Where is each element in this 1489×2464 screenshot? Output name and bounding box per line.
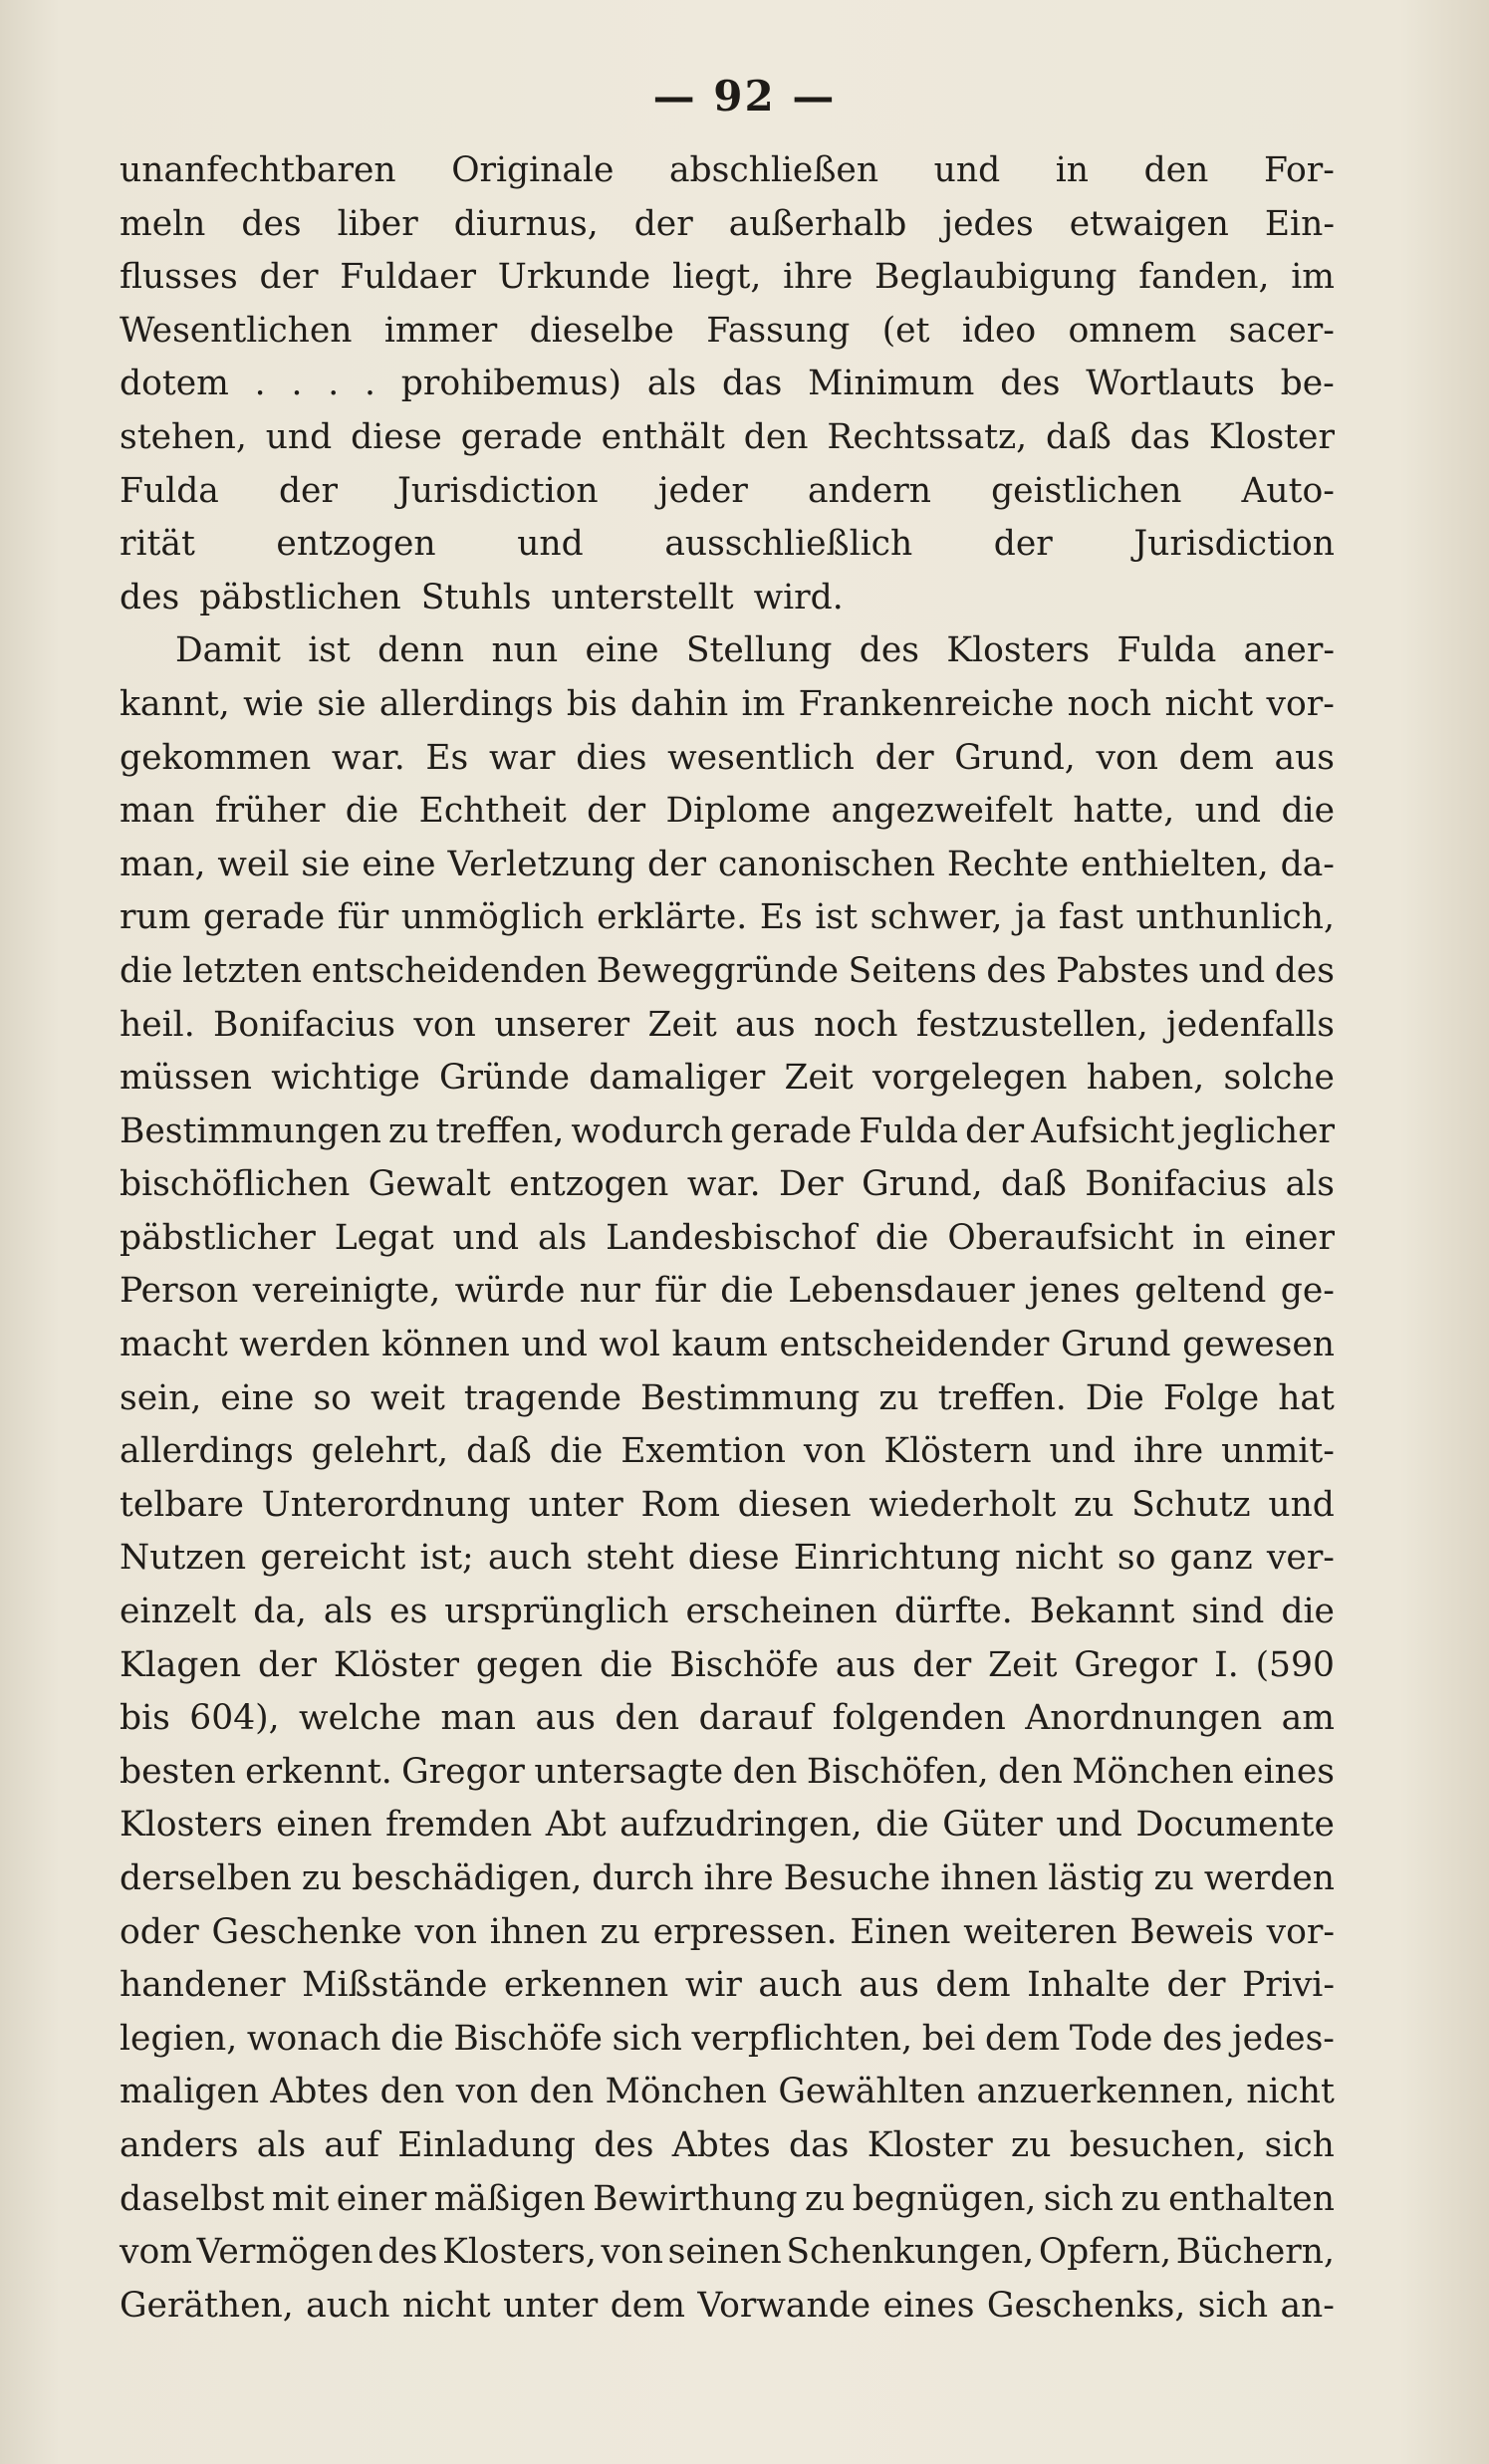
text-line: bis 604), welche man aus den darauf folgenden Anordnungen am [120, 1698, 1335, 1739]
text-line: bischöflichen Gewalt entzogen war. Der Grund, daß Bonifacius als [120, 1164, 1335, 1205]
text-line: sein, eine so weit tragende Bestimmung zu treffen. Die Folge hat [120, 1377, 1335, 1418]
text-line: man, weil sie eine Verletzung der canonischen Rechte enthielten, da- [120, 844, 1335, 884]
text-line: anders als auf Einladung des Abtes das Kloster zu besuchen, sich [120, 2124, 1335, 2165]
text-line: dotem . . . . prohibemus) als das Minimum des Wortlauts be- [120, 364, 1335, 404]
text-line: macht werden können und wol kaum entscheidender Grund gewesen [120, 1325, 1335, 1365]
text-line: Damit ist denn nun eine Stellung des Klosters Fulda aner- [175, 630, 1335, 671]
text-line: meln des liber diurnus, der außerhalb jedes etwaigen Ein- [120, 203, 1335, 244]
text-line: Person vereinigte, würde nur für die Lebensdauer jenes geltend ge- [120, 1271, 1335, 1312]
text-line: stehen, und diese gerade enthält den Rechtssatz, daß das Kloster [120, 416, 1335, 457]
text-line: päbstlicher Legat und als Landesbischof die Oberaufsicht in einer [120, 1217, 1335, 1258]
text-line: Bestimmungen zu treffen, wodurch gerade Fulda der Aufsicht jeglicher [120, 1110, 1335, 1151]
text-line: kannt, wie sie allerdings bis dahin im Frankenreiche noch nicht vor- [120, 683, 1335, 724]
text-line: müssen wichtige Gründe damaliger Zeit vorgelegen haben, solche [120, 1058, 1335, 1099]
text-line: gekommen war. Es war dies wesentlich der Grund, von dem aus [120, 737, 1335, 778]
text-line: Fulda der Jurisdiction jeder andern geistlichen Auto- [120, 470, 1335, 511]
text-line: telbare Unterordnung unter Rom diesen wiederholt zu Schutz und [120, 1484, 1335, 1525]
body-text [120, 144, 1335, 2333]
text-line: oder Geschenke von ihnen zu erpressen. Einen weiteren Beweis vor- [120, 1911, 1335, 1952]
text-line: allerdings gelehrt, daß die Exemtion von Klöstern und ihre unmit- [120, 1431, 1335, 1472]
text-line: man früher die Echtheit der Diplome angezweifelt hatte, und die [120, 791, 1335, 832]
text-line: des päbstlichen Stuhls unterstellt wird. [120, 577, 844, 617]
text-line: Klagen der Klöster gegen die Bischöfe aus der Zeit Gregor I. (590 [120, 1644, 1335, 1685]
text-line: heil. Bonifacius von unserer Zeit aus noch festzustellen, jedenfalls [120, 1004, 1335, 1045]
text-line: legien, wonach die Bischöfe sich verpflichten, bei dem Tode des jedes- [120, 2018, 1335, 2059]
text-line: maligen Abtes den von den Mönchen Gewählten anzuerkennen, nicht [120, 2072, 1335, 2112]
text-line: besten erkennt. Gregor untersagte den Bischöfen, den Mönchen eines [120, 1751, 1335, 1792]
text-line: daselbst mit einer mäßigen Bewirthung zu begnügen, sich zu enthalten [120, 2178, 1335, 2219]
text-line: rität entzogen und ausschließlich der Jurisdiction [120, 524, 1335, 565]
text-line: einzelt da, als es ursprünglich erscheinen dürfte. Bekannt sind die [120, 1592, 1335, 1632]
text-line: rum gerade für unmöglich erklärte. Es ist schwer, ja fast unthunlich, [120, 897, 1335, 938]
text-line: derselben zu beschädigen, durch ihre Besuche ihnen lästig zu werden [120, 1858, 1335, 1898]
text-line: handener Mißstände erkennen wir auch aus dem Inhalte der Privi- [120, 1965, 1335, 2006]
text-line: Nutzen gereicht ist; auch steht diese Einrichtung nicht so ganz ver- [120, 1538, 1335, 1579]
page-number: — 92 — [652, 72, 837, 121]
text-line: Geräthen, auch nicht unter dem Vorwande eines Geschenks, sich an- [120, 2285, 1335, 2326]
text-line: unanfechtbaren Originale abschließen und in den For- [120, 150, 1335, 190]
text-line: flusses der Fuldaer Urkunde liegt, ihre Beglaubigung fanden, im [120, 257, 1335, 298]
text-line: Wesentlichen immer dieselbe Fassung (et ideo omnem sacer- [120, 310, 1335, 351]
text-line: Klosters einen fremden Abt aufzudringen, die Güter und Documente [120, 1805, 1335, 1846]
text-line: die letzten entscheidenden Beweggründe Seitens des Pabstes und des [120, 950, 1335, 991]
text-line: vom Vermögen des Klosters, von seinen Schenkungen, Opfern, Büchern, [120, 2232, 1335, 2273]
